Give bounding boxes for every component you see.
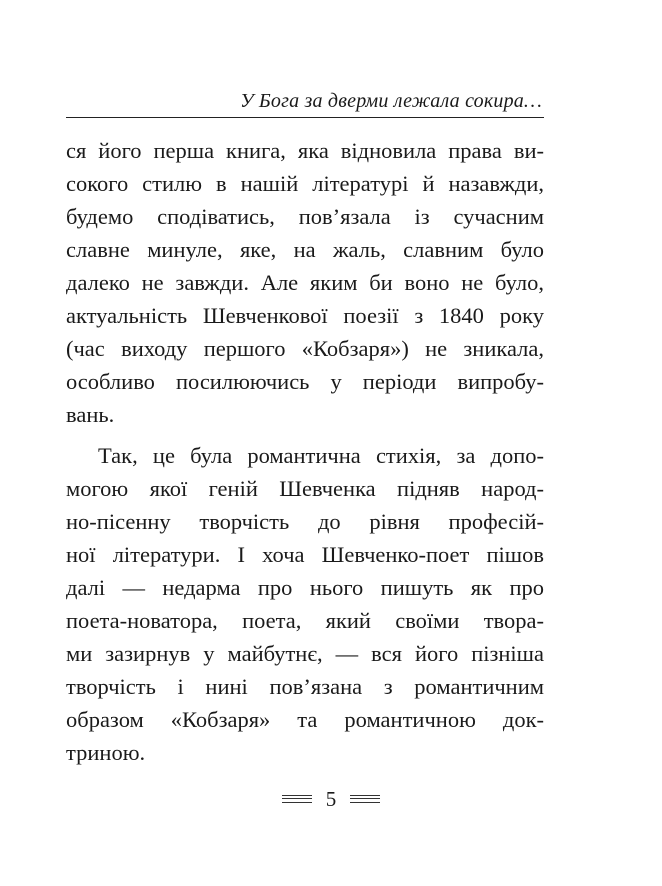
text-line: особливо посилюючись у періоди випробу- [66, 369, 544, 394]
body-text [66, 134, 544, 769]
page-number: 5 [325, 787, 337, 811]
text-line: далі — недарма про нього пишуть як про [66, 575, 544, 600]
text-line: но-пісенну творчість до рівня професій- [66, 509, 544, 534]
paragraph-gap [66, 431, 544, 439]
text-line: будемо сподіватись, пов’язала із сучасним [66, 204, 544, 229]
text-line: образом «Кобзаря» та романтичною док- [66, 707, 544, 732]
text-line: славне минуле, яке, на жаль, славним було [66, 237, 544, 262]
right-ornament-rule [350, 795, 380, 803]
text-line: ми зазирнув у майбутнє, — вся його пізніша [66, 641, 544, 666]
text-line: сокого стилю в нашій літературі й назавжди, [66, 171, 544, 196]
text-line: ся його перша книга, яка відновила права ви- [66, 138, 544, 163]
text-line: творчість і нині пов’язана з романтичним [66, 674, 544, 699]
running-head-title: У Бога за дверми лежала сокира… [240, 90, 542, 112]
page-footer [0, 784, 662, 814]
text-line: вань. [66, 402, 115, 427]
text-line: ної літератури. І хоча Шевченко-поет пішов [66, 542, 544, 567]
text-line: поета-новатора, поета, який своїми твора- [66, 608, 544, 633]
paragraph-1 [66, 134, 544, 431]
text-line: актуальність Шевченкової поезії з 1840 року [66, 303, 544, 328]
text-line: (час виходу першого «Кобзаря») не зникала, [66, 336, 544, 361]
text-line: триною. [66, 740, 146, 765]
text-line: Так, це була романтична стихія, за допо- [98, 443, 544, 468]
text-line: могою якої геній Шевченка підняв народ- [66, 476, 544, 501]
paragraph-2 [66, 439, 544, 769]
running-head [66, 88, 544, 118]
left-ornament-rule [282, 795, 312, 803]
text-line: далеко не завжди. Але яким би воно не було, [66, 270, 544, 295]
